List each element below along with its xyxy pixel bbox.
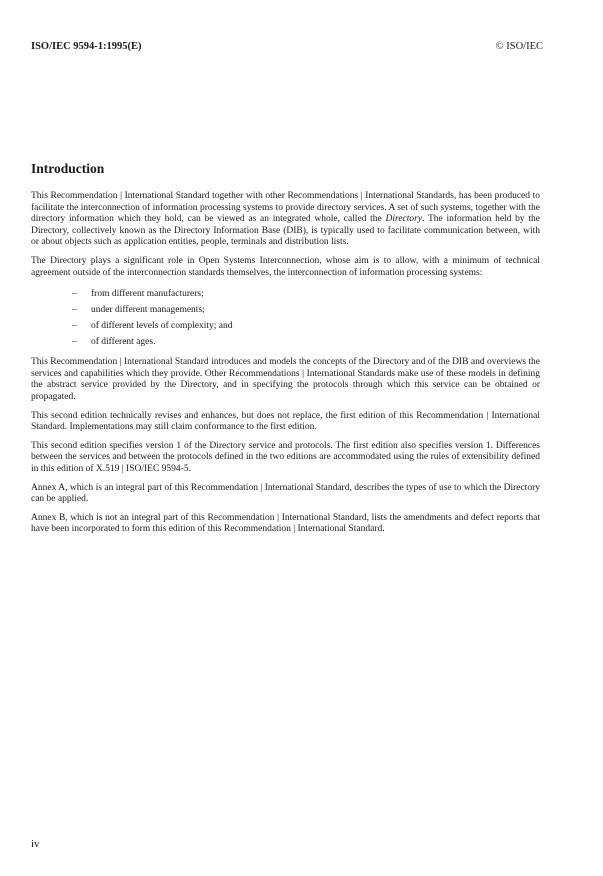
systems-list — [31, 286, 540, 350]
document-id-header: ISO/IEC 9594-1:1995(E) — [31, 41, 142, 52]
list-item — [31, 318, 540, 334]
list-item-text: of different levels of complexity; and — [91, 321, 233, 332]
body-text — [31, 191, 540, 543]
list-item-text: of different ages. — [91, 337, 156, 348]
list-item-text: under different managements; — [91, 305, 205, 316]
paragraph-2: The Directory plays a significant role in Open Systems Interconnection, whose aim is to allow, with a minimum of technical agreement outside of the interconnection standards themselves, the interconnection of information processing systems: — [31, 255, 540, 278]
copyright-header: © ISO/IEC — [495, 41, 543, 52]
dash-bullet: – — [72, 305, 77, 316]
paragraph-6: Annex A, which is an integral part of this Recommendation | International Standard, describes the types of use to which the Directory can be applied. — [31, 482, 540, 505]
dash-bullet: – — [72, 337, 77, 348]
paragraph-3: This Recommendation | International Standard introduces and models the concepts of the Directory and of the DIB and overviews the services and capabilities which they provide. Other Recommendations | International Standards make use of these models in defining the abstract service provided by the Directory, and in specifying the protocols through which this service can be obtained or propagated. — [31, 357, 540, 402]
paragraph-1-part-a: This Recommendation | International Standard together with other Recommendations | International Standards, has been produced to facilitate the interconnection of information processing systems to provide directory services. A set of such systems, together with the directory information which they hold, can be viewed as an integrated whole, called the — [31, 191, 540, 225]
section-title: Introduction — [31, 161, 105, 176]
paragraph-7: Annex B, which is not an integral part of this Recommendation | International Standard, lists the amendments and defect reports that have been incorporated to form this edition of this Recommendation | International Standard. — [31, 512, 540, 535]
list-item-text: from different manufacturers; — [91, 289, 204, 300]
list-item — [31, 334, 540, 350]
list-item — [31, 302, 540, 318]
dash-bullet: – — [72, 289, 77, 300]
dash-bullet: – — [72, 321, 77, 332]
directory-term: Directory — [385, 214, 423, 225]
paragraph-1-part-b: . The information held by the Directory, collectively known as the Directory Information Base (DIB), is typically used to facilitate communication between, with or about objects such as application entities, people, terminals and distribution lists. — [31, 214, 540, 248]
paragraph-4: This second edition technically revises and enhances, but does not replace, the first edition of this Recommendation | International Standard. Implementations may still claim conformance to the first edition. — [31, 410, 540, 433]
list-item — [31, 286, 540, 302]
page-number: iv — [31, 838, 40, 850]
paragraph-1 — [31, 191, 540, 249]
paragraph-5: This second edition specifies version 1 of the Directory service and protocols. The first edition also specifies version 1. Differences between the services and between the protocols defined in the two editions are accommodated using the rules of extensibility defined in this edition of X.519 | ISO/IEC 9594-5. — [31, 440, 540, 474]
